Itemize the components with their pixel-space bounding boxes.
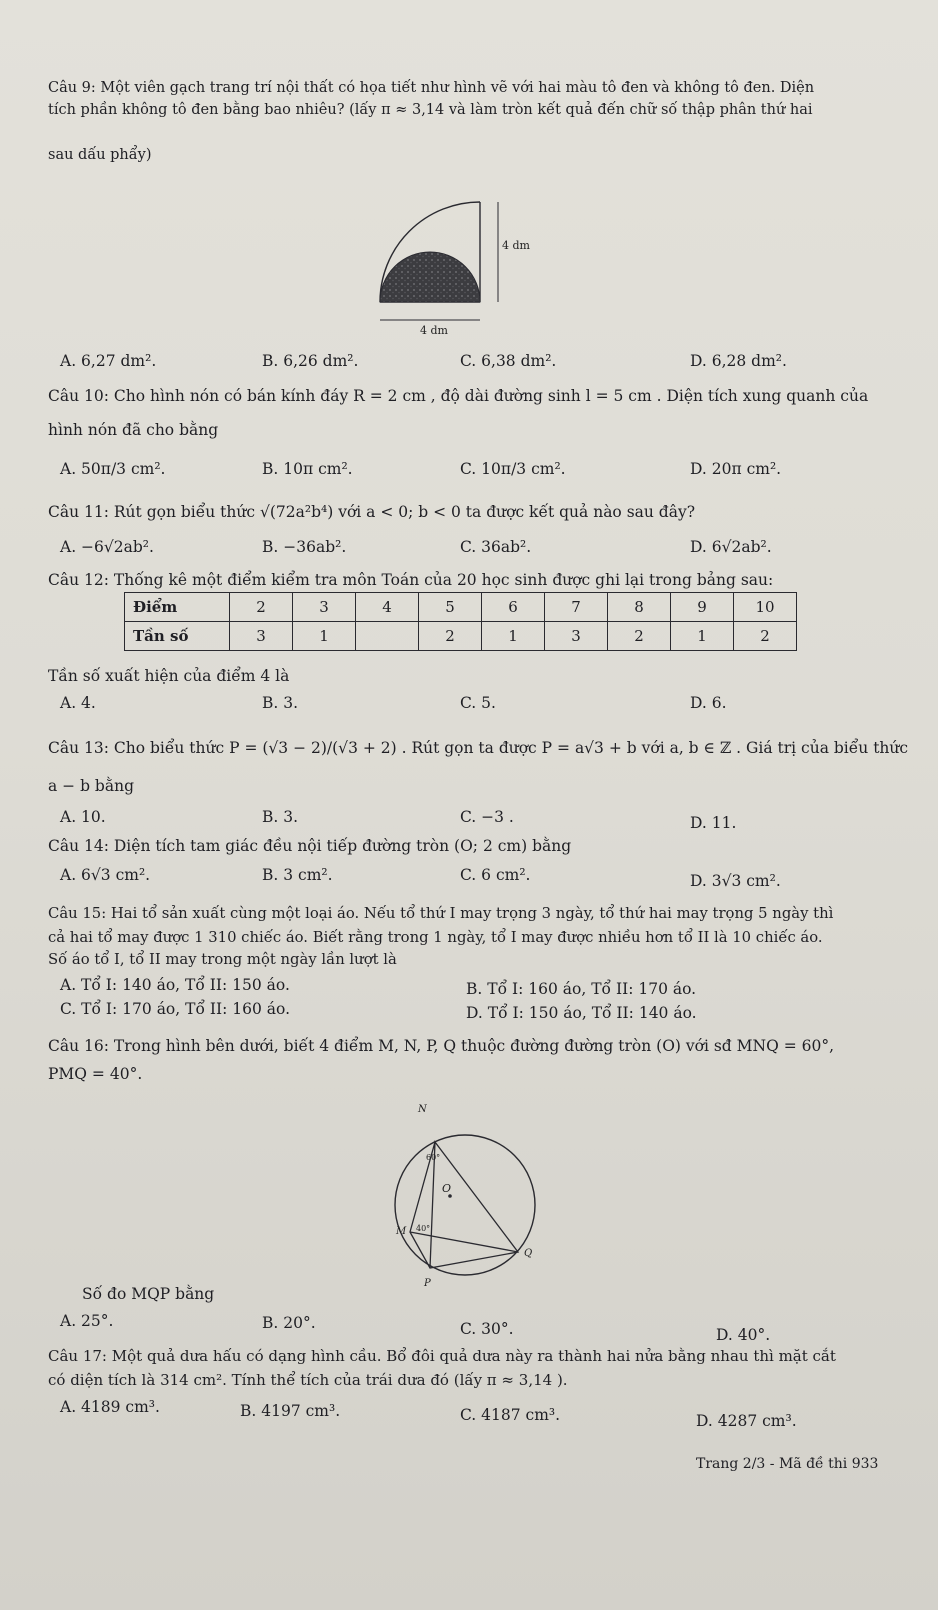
q13-option-d[interactable]: D. 11.: [690, 814, 737, 832]
q9-option-c[interactable]: C. 6,38 dm².: [460, 352, 557, 370]
q16-label-n: N: [418, 1104, 427, 1115]
q12-option-d[interactable]: D. 6.: [690, 694, 727, 712]
table-cell: 3: [230, 622, 293, 651]
q14-option-c[interactable]: C. 6 cm².: [460, 866, 531, 884]
q9-option-a[interactable]: A. 6,27 dm².: [60, 352, 157, 370]
table-cell: 1: [482, 622, 545, 651]
q17-option-d[interactable]: D. 4287 cm³.: [696, 1412, 797, 1430]
q14-option-a[interactable]: A. 6√3 cm².: [60, 866, 151, 884]
table-cell: 4: [356, 593, 419, 622]
table-cell: 8: [608, 593, 671, 622]
q9-line2: tích phần không tô đen bằng bao nhiêu? (lấy π ≈ 3,14 và làm tròn kết quả đến chữ số thập phân thứ hai: [48, 102, 813, 118]
q11-option-a[interactable]: A. −6√2ab².: [60, 538, 154, 556]
q17-option-c[interactable]: C. 4187 cm³.: [460, 1406, 561, 1424]
q13-line1: Câu 13: Cho biểu thức P = (√3 − 2)/(√3 + 2) . Rút gọn ta được P = a√3 + b với a, b ∈ ℤ . Giá trị của biểu thức: [48, 739, 909, 757]
q16-label-m: M: [396, 1226, 407, 1237]
q12-line2: Tần số xuất hiện của điểm 4 là: [48, 667, 290, 685]
q16-label-angle-40: 40°: [416, 1224, 431, 1233]
q13-option-c[interactable]: C. −3 .: [460, 808, 514, 826]
q15-option-b[interactable]: B. Tổ I: 160 áo, Tổ II: 170 áo.: [466, 980, 697, 998]
q12-option-a[interactable]: A. 4.: [60, 694, 96, 712]
table-cell: 2: [608, 622, 671, 651]
q16-line1: Câu 16: Trong hình bên dưới, biết 4 điểm M, N, P, Q thuộc đường đường tròn (O) với sđ MNQ = 60°,: [48, 1037, 835, 1055]
q16-circle-figure: [390, 1090, 560, 1290]
q13-option-a[interactable]: A. 10.: [60, 808, 106, 826]
score-frequency-table: [124, 592, 797, 651]
table-cell: 1: [671, 622, 734, 651]
table-cell: 1: [293, 622, 356, 651]
table-cell: 6: [482, 593, 545, 622]
table-cell: 3: [545, 622, 608, 651]
table-cell: 2: [419, 622, 482, 651]
q9-option-b[interactable]: B. 6,26 dm².: [262, 352, 359, 370]
table-cell: [356, 622, 419, 651]
q14-option-d[interactable]: D. 3√3 cm².: [690, 872, 781, 890]
q10-line1: Câu 10: Cho hình nón có bán kính đáy R = 2 cm , độ dài đường sinh l = 5 cm . Diện tích xung quanh của: [48, 387, 869, 405]
q9-figure: [370, 192, 550, 342]
q15-line1: Câu 15: Hai tổ sản xuất cùng một loại áo. Nếu tổ thứ I may trọng 3 ngày, tổ thứ hai may trọng 5 ngày thì: [48, 905, 834, 922]
q16-label-angle-60: 60°: [426, 1153, 441, 1162]
table-cell: 2: [230, 593, 293, 622]
table-cell: 3: [293, 593, 356, 622]
q16-circle: [395, 1135, 535, 1275]
q12-option-c[interactable]: C. 5.: [460, 694, 496, 712]
table-cell: 9: [671, 593, 734, 622]
q9-horizontal-label: 4 dm: [420, 324, 448, 337]
q9-line3: sau dấu phẩy): [48, 147, 152, 163]
q17-option-b[interactable]: B. 4197 cm³.: [240, 1402, 341, 1420]
table-cell: 2: [734, 622, 797, 651]
q10-option-c[interactable]: C. 10π/3 cm².: [460, 460, 566, 478]
q17-option-a[interactable]: A. 4189 cm³.: [60, 1398, 160, 1416]
q16-label-q: Q: [524, 1248, 533, 1259]
q10-option-b[interactable]: B. 10π cm².: [262, 460, 353, 478]
q16-line3: Số đo MQP bằng: [82, 1285, 215, 1303]
q11-option-d[interactable]: D. 6√2ab².: [690, 538, 772, 556]
q13-option-b[interactable]: B. 3.: [262, 808, 299, 826]
q10-option-d[interactable]: D. 20π cm².: [690, 460, 782, 478]
q10-line2: hình nón đã cho bằng: [48, 421, 219, 439]
q15-option-c[interactable]: C. Tổ I: 170 áo, Tổ II: 160 áo.: [60, 1000, 291, 1018]
q11-option-b[interactable]: B. −36ab².: [262, 538, 347, 556]
q9-option-d[interactable]: D. 6,28 dm².: [690, 352, 787, 370]
q16-label-o: O: [442, 1182, 452, 1195]
q12-line1: Câu 12: Thống kê một điểm kiểm tra môn Toán của 20 học sinh được ghi lại trong bảng sau:: [48, 571, 774, 589]
q14-line1: Câu 14: Diện tích tam giác đều nội tiếp đường tròn (O; 2 cm) bằng: [48, 837, 572, 855]
q10-option-a[interactable]: A. 50π/3 cm².: [60, 460, 166, 478]
q14-option-b[interactable]: B. 3 cm².: [262, 866, 333, 884]
q16-option-b[interactable]: B. 20°.: [262, 1314, 316, 1332]
q15-option-d[interactable]: D. Tổ I: 150 áo, Tổ II: 140 áo.: [466, 1004, 697, 1022]
table-cell: 7: [545, 593, 608, 622]
q16-label-p: P: [424, 1278, 431, 1289]
q15-option-a[interactable]: A. Tổ I: 140 áo, Tổ II: 150 áo.: [60, 976, 290, 994]
q11-line1: Câu 11: Rút gọn biểu thức √(72a²b⁴) với a < 0; b < 0 ta được kết quả nào sau đây?: [48, 503, 696, 521]
table-row-scores: [125, 593, 797, 622]
q13-line2: a − b bằng: [48, 777, 134, 795]
q17-line2: có diện tích là 314 cm². Tính thể tích của trái dưa đó (lấy π ≈ 3,14 ).: [48, 1371, 568, 1389]
q9-vertical-label: 4 dm: [502, 239, 530, 252]
q16-option-c[interactable]: C. 30°.: [460, 1320, 514, 1338]
q17-line1: Câu 17: Một quả dưa hấu có dạng hình cầu. Bổ đôi quả dưa này ra thành hai nửa bằng nhau thì mặt cắt: [48, 1347, 836, 1365]
q12-option-b[interactable]: B. 3.: [262, 694, 299, 712]
q9-line1: Câu 9: Một viên gạch trang trí nội thất có họa tiết như hình vẽ với hai màu tô đen và không tô đen. Diện: [48, 80, 815, 96]
q16-option-d[interactable]: D. 40°.: [716, 1326, 771, 1344]
q11-option-c[interactable]: C. 36ab².: [460, 538, 532, 556]
q9-shaded-semicircle: [380, 252, 480, 302]
q15-line2: cả hai tổ may được 1 310 chiếc áo. Biết rằng trong 1 ngày, tổ I may được nhiều hơn tổ II là 10 chiếc áo.: [48, 929, 823, 946]
table-header-frequency: Tần số: [125, 622, 230, 651]
q16-option-a[interactable]: A. 25°.: [60, 1312, 114, 1330]
table-row-frequency: [125, 622, 797, 651]
page-footer: Trang 2/3 - Mã đề thi 933: [696, 1456, 879, 1472]
table-header-score: Điểm: [125, 593, 230, 622]
table-cell: 10: [734, 593, 797, 622]
table-cell: 5: [419, 593, 482, 622]
q16-line2: PMQ = 40°.: [48, 1065, 143, 1083]
q15-line3: Số áo tổ I, tổ II may trong một ngày lần lượt là: [48, 951, 397, 968]
